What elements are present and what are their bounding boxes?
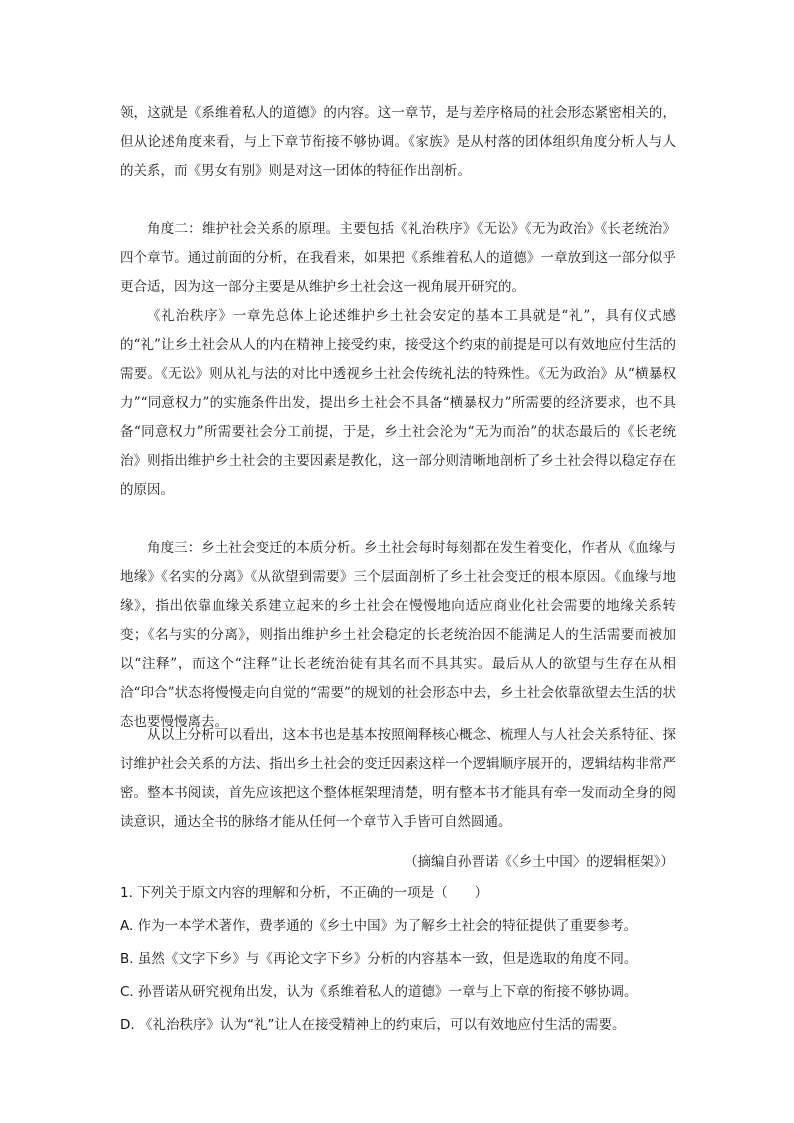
paragraph-4: 角度三：乡土社会变迁的本质分析。乡土社会每时每刻都在发生着变化，作者从《血缘与地缘》《名实的分离》《从欲望到需要》三个层面剖析了乡土社会变迁的根本原因。《血缘与地缘》，指出依靠血缘关系建立起来的乡土社会在慢慢地向适应商业化社会需要的地缘关系转变；《名与实的分离》，则指出维护乡土社会稳定的长老统治因不能满足人的生活需要而被加以“注释”，而这个“注释”让长老统治徒有其名而不具其实。最后从人的欲望与生存在从相洽“印合”状态将慢慢走向自觉的“需要”的规划的社会形态中去，乡土社会依靠欲望去生活的状态也要慢慢离去。	[120, 540, 676, 730]
question-stem: 1. 下列关于原文内容的理解和分析，不正确的一项是（ ）	[120, 885, 489, 901]
paragraph-5: 从以上分析可以看出，这本书也是基本按照阐释核心概念、梳理人与人社会关系特征、探讨维护社会关系的方法、指出乡土社会的变迁因素这样一个逻辑顺序展开的，逻辑结构非常严密。整本书阅读，首先应该把这个整体框架理清楚，明有整本书才能具有牵一发而动全身的阅读意识，通达全书的脉络才能从任何一个章节入手皆可自然圆通。	[120, 727, 676, 830]
option-d: D. 《礼治秩序》认为“礼”让人在接受精神上的约束后，可以有效地应付生活的需要。	[120, 1017, 626, 1033]
option-a: A. 作为一本学术著作，费孝通的《乡土中国》为了解乡土社会的特征提供了重要参考。	[120, 918, 638, 934]
paragraph-1: 领，这就是《系维着私人的道德》的内容。这一章节，是与差序格局的社会形态紧密相关的，但从论述角度来看，与上下章节衔接不够协调。《家族》是从村落的团体组织角度分析人与人的关系，而《男女有别》则是对这一团体的特征作出剖析。	[120, 105, 676, 179]
paragraph-3: 《礼治秩序》一章先总体上论述维护乡土社会安定的基本工具就是“礼”，具有仪式感的“礼”让乡土社会从人的内在精神上接受约束，接受这个约束的前提是可以有效地应付生活的需要。《无讼》则从礼与法的对比中透视乡土社会传统礼法的特殊性。《无为政治》从“横暴权力”“同意权力”的实施条件出发，提出乡土社会不具备“横暴权力”所需要的经济要求，也不具备“同意权力”所需要社会分工前提，于是，乡土社会沦为“无为而治”的状态最后的《长老统治》则指出维护乡土社会的主要因素是教化，这一部分则清晰地剖析了乡土社会得以稳定存在的原因。	[120, 308, 676, 498]
option-b: B. 虽然《文字下乡》与《再论文字下乡》分析的内容基本一致，但是选取的角度不同。	[120, 951, 638, 967]
paragraph-2: 角度二：维护社会关系的原理。主要包括《礼治秩序》《无讼》《无为政治》《长老统治》四个章节。通过前面的分析，在我看来，如果把《系维着私人的道德》一章放到这一部分似乎更合适，因为这一部分主要是从维护乡土社会这一视角展开研究的。	[120, 221, 676, 295]
source-citation: （摘编自孙晋诺《〈乡土中国〉的逻辑框架》）	[404, 854, 674, 870]
option-c: C. 孙晋诺从研究视角出发，认为《系维着私人的道德》一章与上下章的衔接不够协调。	[120, 984, 638, 1000]
